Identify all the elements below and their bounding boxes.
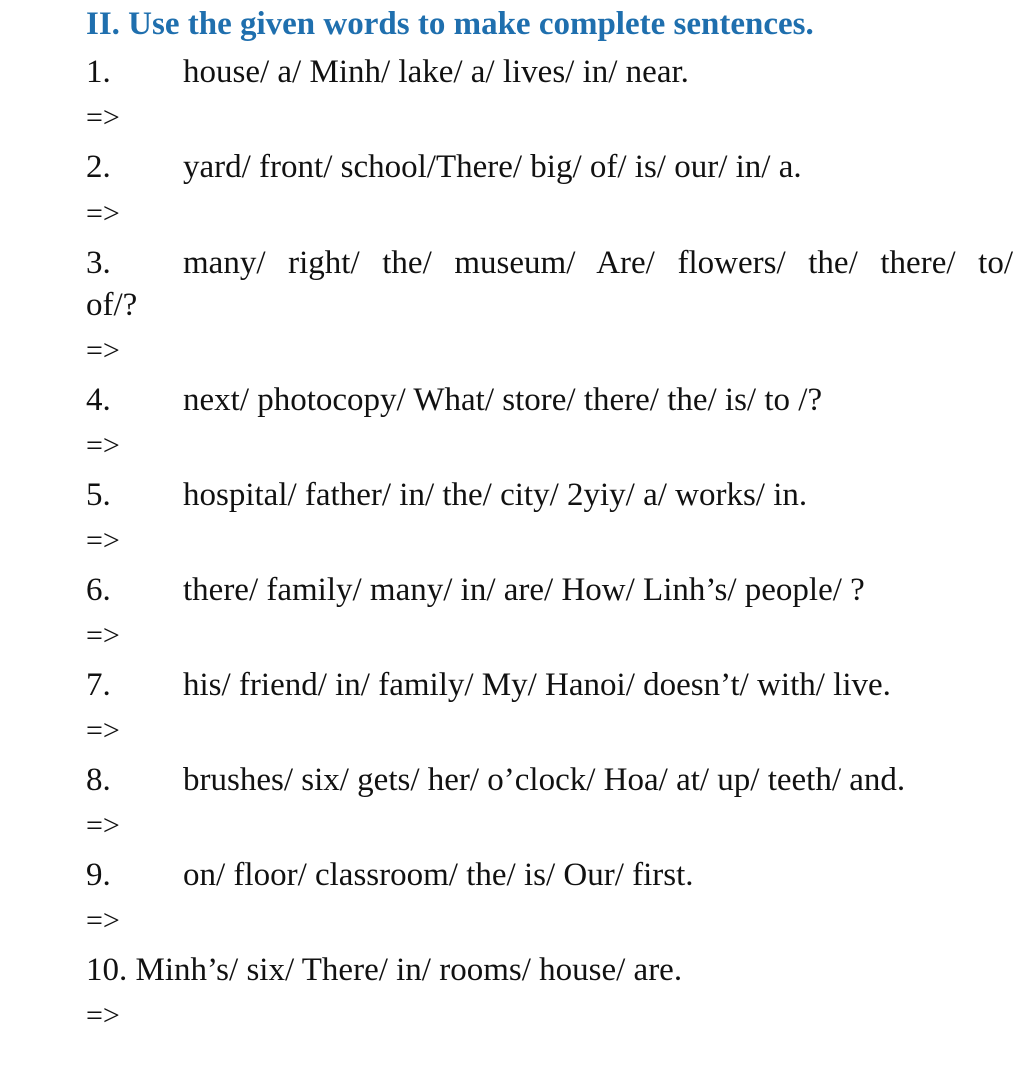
answer-arrow-3: => [86, 334, 120, 367]
item-words: house/ a/ Minh/ lake/ a/ lives/ in/ near. [183, 54, 689, 90]
answer-arrow-8: => [86, 809, 120, 842]
exercise-item-2 [86, 147, 802, 187]
item-words: next/ photocopy/ What/ store/ there/ the/ is/ to /? [183, 382, 823, 418]
answer-arrow-2: => [86, 197, 120, 230]
item-words: his/ friend/ in/ family/ My/ Hanoi/ doesn’t/ with/ live. [183, 667, 891, 703]
item-number: 9. [86, 857, 111, 893]
item-words: yard/ front/ school/There/ big/ of/ is/ our/ in/ a. [183, 149, 802, 185]
item-number: 7. [86, 667, 111, 703]
item-words: hospital/ father/ in/ the/ city/ 2yiy/ a/ works/ in. [183, 477, 808, 513]
exercise-item-10 [86, 950, 682, 990]
answer-arrow-4: => [86, 429, 120, 462]
answer-arrow-5: => [86, 524, 120, 557]
exercise-item-4 [86, 380, 822, 420]
exercise-item-8 [86, 760, 905, 800]
item-words: many/ right/ the/ museum/ Are/ flowers/ the/ there/ to/ [183, 245, 1013, 281]
exercise-item-6 [86, 570, 865, 610]
item-words: brushes/ six/ gets/ her/ o’clock/ Hoa/ at/ up/ teeth/ and. [183, 762, 906, 798]
item-number: 5. [86, 477, 111, 513]
answer-arrow-6: => [86, 619, 120, 652]
item-number: 6. [86, 572, 111, 608]
item-number: 1. [86, 54, 111, 90]
item-words: there/ family/ many/ in/ are/ How/ Linh’s/ people/ ? [183, 572, 865, 608]
item-number: 3. [86, 245, 111, 281]
item-words: Minh’s/ six/ There/ in/ rooms/ house/ are. [135, 952, 683, 988]
item-number: 2. [86, 149, 111, 185]
exercise-item-7 [86, 665, 891, 705]
answer-arrow-7: => [86, 714, 120, 747]
item-number: 8. [86, 762, 111, 798]
exercise-item-1 [86, 52, 689, 92]
exercise-item-5 [86, 475, 807, 515]
item-words: on/ floor/ classroom/ the/ is/ Our/ first. [183, 857, 694, 893]
answer-arrow-10: => [86, 999, 120, 1032]
item-number: 10. [86, 952, 128, 988]
exercise-item-3-continuation: of/? [86, 287, 138, 323]
answer-arrow-9: => [86, 904, 120, 937]
section-heading: II. Use the given words to make complete sentences. [86, 6, 814, 42]
answer-arrow-1: => [86, 101, 120, 134]
item-number: 4. [86, 382, 111, 418]
exercise-item-3 [86, 243, 1013, 283]
exercise-item-9 [86, 855, 694, 895]
